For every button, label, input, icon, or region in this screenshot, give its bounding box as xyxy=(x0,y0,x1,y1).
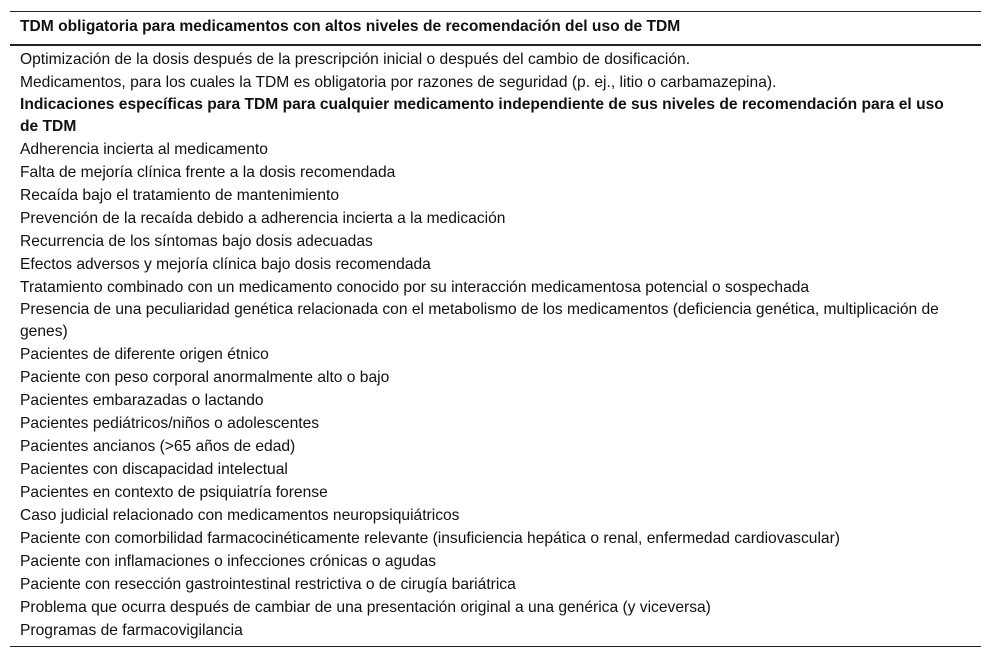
table-row: Caso judicial relacionado con medicamentos neuropsiquiátricos xyxy=(20,507,460,524)
table-row: Tratamiento combinado con un medicamento conocido por su interacción medicamentosa potencial o sospechada xyxy=(20,279,810,296)
table-row: Paciente con inflamaciones o infecciones crónicas o agudas xyxy=(20,553,437,570)
table-row: Paciente con resección gastrointestinal restrictiva o de cirugía bariátrica xyxy=(20,576,516,593)
table-row: Optimización de la dosis después de la prescripción inicial o después del cambio de dosificación. xyxy=(20,51,691,68)
table-row: Falta de mejoría clínica frente a la dosis recomendada xyxy=(20,164,396,181)
table-body xyxy=(10,46,981,646)
table-row: Pacientes de diferente origen étnico xyxy=(20,346,269,363)
table-row: Presencia de una peculiaridad genética relacionada con el metabolismo de los medicamentos (deficiencia genética, multiplicación de genes) xyxy=(20,301,939,340)
table-row: Pacientes ancianos (>65 años de edad) xyxy=(20,438,296,455)
table-section-heading: Indicaciones específicas para TDM para cualquier medicamento independiente de sus niveles de recomendación para el uso de TDM xyxy=(20,96,944,135)
table-row: Recaída bajo el tratamiento de mantenimiento xyxy=(20,187,339,204)
table-bottom-rule xyxy=(10,646,981,647)
table-row: Pacientes con discapacidad intelectual xyxy=(20,461,288,478)
table-row: Paciente con peso corporal anormalmente alto o bajo xyxy=(20,369,390,386)
table-row: Prevención de la recaída debido a adherencia incierta a la medicación xyxy=(20,210,506,227)
table-row: Efectos adversos y mejoría clínica bajo dosis recomendada xyxy=(20,256,431,273)
table-header: TDM obligatoria para medicamentos con altos niveles de recomendación del uso de TDM xyxy=(20,18,681,35)
table-row: Pacientes embarazadas o lactando xyxy=(20,392,264,409)
table-row: Adherencia incierta al medicamento xyxy=(20,141,268,158)
table-row: Programas de farmacovigilancia xyxy=(20,622,243,639)
table-row: Problema que ocurra después de cambiar de una presentación original a una genérica (y viceversa) xyxy=(20,599,711,616)
table-row: Pacientes en contexto de psiquiatría forense xyxy=(20,484,328,501)
table-row: Paciente con comorbilidad farmacocinéticamente relevante (insuficiencia hepática o renal, enfermedad cardiovascular) xyxy=(20,530,840,547)
table-row: Pacientes pediátricos/niños o adolescentes xyxy=(20,415,320,432)
table-row: Recurrencia de los síntomas bajo dosis adecuadas xyxy=(20,233,373,250)
table-row: Medicamentos, para los cuales la TDM es obligatoria por razones de seguridad (p. ej., litio o carbamazepina). xyxy=(20,74,777,91)
tdm-table xyxy=(10,11,981,647)
